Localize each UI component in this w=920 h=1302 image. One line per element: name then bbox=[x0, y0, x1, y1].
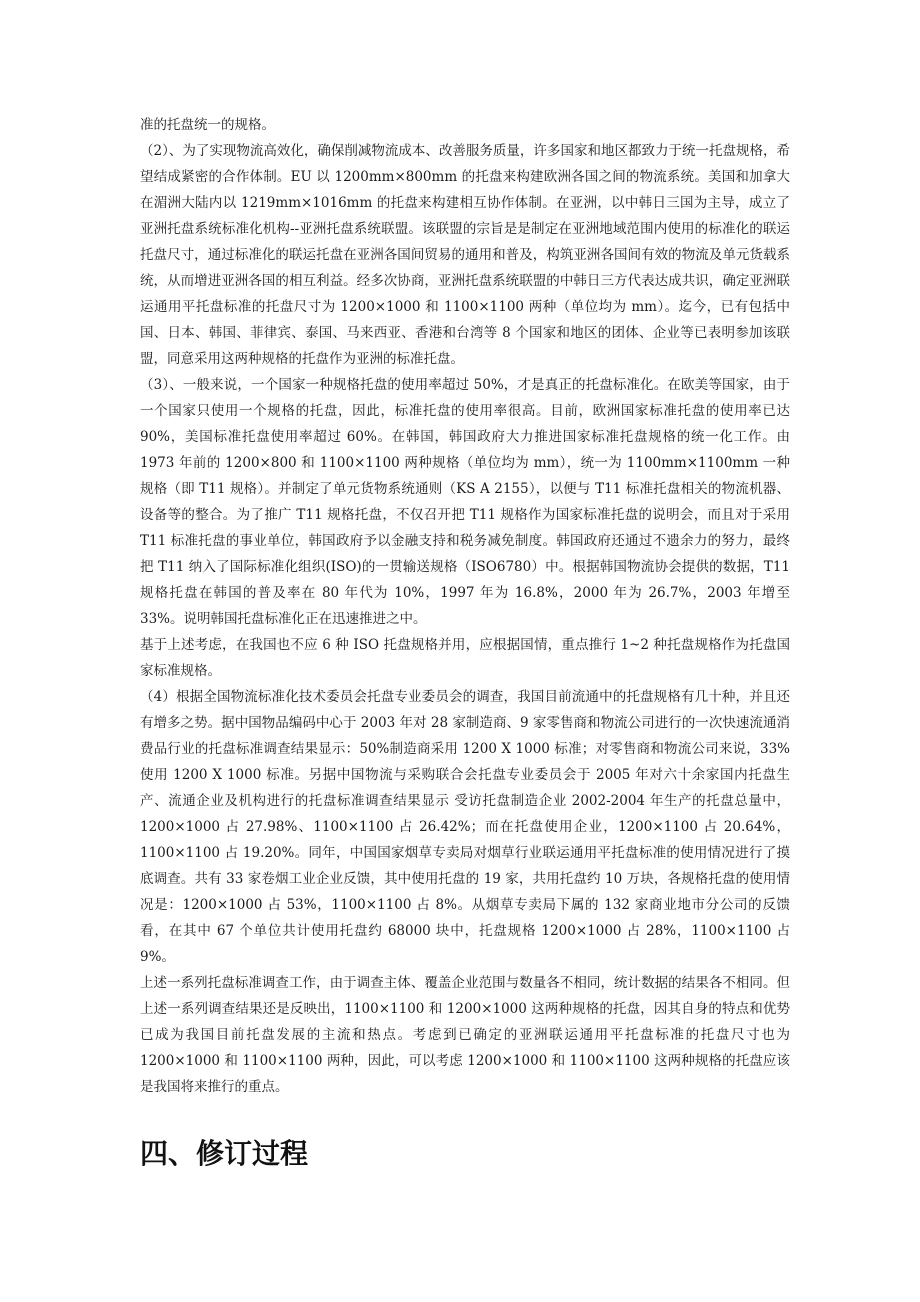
paragraph-conclusion-2: 上述一系列托盘标准调查工作，由于调查主体、覆盖企业范围与数量各不相同，统计数据的结果各不相同。但上述一系列调查结果还是反映出，1100×1100 和 1200×1000 这两种规格的托盘，因其自身的特点和优势已成为我国目前托盘发展的主流和热点。考虑到已确定的亚洲联运通用平托盘标准的托盘尺寸也为 1200×1000 和 1100×1100 两种，因此，可以考虑 1200×1000 和 1100×1100 这两种规格的托盘应该是我国将来推行的重点。 bbox=[140, 975, 790, 1095]
section-heading: 四、修订过程 bbox=[140, 1137, 309, 1170]
paragraph-conclusion-1: 基于上述考虑，在我国也不应 6 种 ISO 托盘规格并用，应根据国情，重点推行 1~2 种托盘规格作为托盘国家标准规格。 bbox=[140, 637, 790, 679]
paragraph-item-2: （2）、为了实现物流高效化，确保削减物流成本、改善服务质量，许多国家和地区都致力于统一托盘规格，希望结成紧密的合作体制。EU 以 1200mm×800mm 的托盘来构建欧洲各国之间的物流系统。美国和加拿大在湄洲大陆内以 1219mm×1016mm 的托盘来构建相互协作体制。在亚洲，以中韩日三国为主导，成立了亚洲托盘系统标准化机构--亚洲托盘系统联盟。该联盟的宗旨是是制定在亚洲地域范围内使用的标准化的联运托盘尺寸，通过标准化的联运托盘在亚洲各国间贸易的通用和普及，构筑亚洲各国间有效的物流及单元货载系统，从而增进亚洲各国的相互利益。经多次协商，亚洲托盘系统联盟的中韩日三方代表达成共识，确定亚洲联运通用平托盘标准的托盘尺寸为 1200×1000 和 1100×1100 两种（单位均为 mm）。迄今，已有包括中国、日本、韩国、菲律宾、泰国、马来西亚、香港和台湾等 8 个国家和地区的团体、企业等已表明参加该联盟，同意采用这两种规格的托盘作为亚洲的标准托盘。 bbox=[140, 143, 790, 367]
paragraph-intro-tail: 准的托盘统一的规格。 bbox=[140, 117, 275, 133]
paragraph-item-3: （3）、一般来说，一个国家一种规格托盘的使用率超过 50%，才是真正的托盘标准化。在欧美等国家，由于一个国家只使用一个规格的托盘，因此，标准托盘的使用率很高。目前，欧洲国家标准托盘的使用率已达 90%，美国标准托盘使用率超过 60%。在韩国，韩国政府大力推进国家标准托盘规格的统一化工作。由 1973 年前的 1200×800 和 1100×1100 两种规格（单位均为 mm），统一为 1100mm×1100mm 一种规格（即 T11 规格）。并制定了单元货物系统通则（KS A 2155），以便与 T11 标准托盘相关的物流机器、设备等的整合。为了推广 T11 规格托盘，不仅召开把 T11 规格作为国家标准托盘的说明会，而且对于采用 T11 标准托盘的事业单位，韩国政府予以金融支持和税务减免制度。韩国政府还通过不遗余力的努力，最终把 T11 纳入了国际标准化组织(ISO)的一贯输送规格（ISO6780）中。根据韩国物流协会提供的数据，T11 规格托盘在韩国的普及率在 80 年代为 10%，1997 年为 16.8%，2000 年为 26.7%，2003 年增至 33%。说明韩国托盘标准化正在迅速推进之中。 bbox=[140, 377, 790, 627]
document-body bbox=[140, 112, 790, 1197]
paragraph-item-4: （4）根据全国物流标准化技术委员会托盘专业委员会的调查，我国目前流通中的托盘规格有几十种，并且还有增多之势。据中国物品编码中心于 2003 年对 28 家制造商、9 家零售商和物流公司进行的一次快速流通消费品行业的托盘标准调查结果显示：50%制造商采用 1200 X 1000 标准；对零售商和物流公司来说，33% 使用 1200 X 1000 标准。另据中国物流与采购联合会托盘专业委员会于 2005 年对六十余家国内托盘生产、流通企业及机构进行的托盘标准调查结果显示 受访托盘制造企业 2002-2004 年生产的托盘总量中，1200×1000 占 27.98%、1100×1100 占 26.42%；而在托盘使用企业，1200×1100 占 20.64%，1100×1100 占 19.20%。同年，中国国家烟草专卖局对烟草行业联运通用平托盘标准的使用情况进行了摸底调查。共有 33 家卷烟工业企业反馈，其中使用托盘的 19 家，共用托盘约 10 万块，各规格托盘的使用情况是：1200×1000 占 53%，1100×1100 占 8%。从烟草专卖局下属的 132 家商业地市分公司的反馈看，在其中 67 个单位共计使用托盘约 68000 块中，托盘规格 1200×1000 占 28%，1100×1100 占 9%。 bbox=[140, 689, 790, 965]
